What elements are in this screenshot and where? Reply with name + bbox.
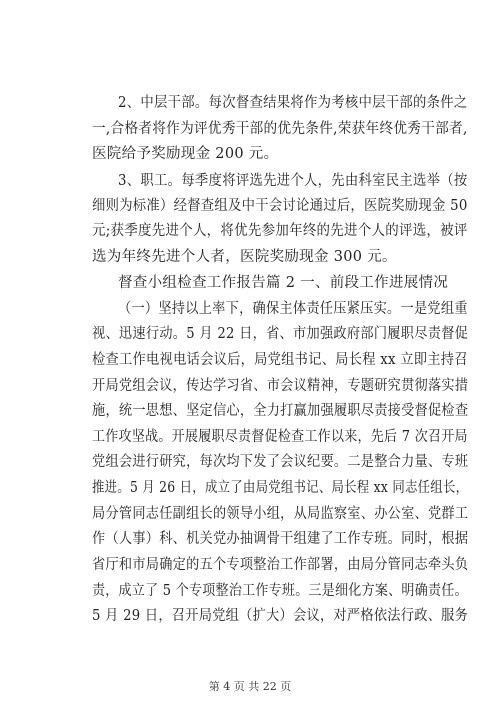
paragraph-line: 检查工作电视电话会议后，局党组书记、局长程 xx 立即主持召 [92, 352, 468, 368]
paragraph-line: 开局党组会议，传达学习省、市会议精神，专题研究贯彻落实措 [92, 378, 469, 394]
paragraph-line: 5 月 29 日，召开局党组（扩大）会议，对严格依法行政、服务 [92, 608, 469, 624]
paragraph-line: 医院给予奖励现金 200 元。 [92, 146, 279, 162]
paragraph-line: 一,合格者将作为评优秀干部的优先条件,荣获年终优秀干部者, [92, 121, 468, 137]
paragraph-line: 工作攻坚战。开展履职尽责督促检查工作以来，先后 7 次召开局 [92, 429, 468, 445]
paragraph-line: 作（人事）科、机关党办抽调骨干组建了工作专班。同时，根据 [92, 531, 469, 547]
paragraph-line: 责，成立了 5 个专项整治工作专班。三是细化方案、明确责任。 [92, 583, 468, 599]
section-heading: 督查小组检查工作报告篇 2 一、前段工作进展情况 [118, 275, 449, 291]
paragraph-line: 细则为标准）经督查组及中干会讨论通过后，医院奖励现金 50 [92, 198, 468, 214]
paragraph-line: 视、迅速行动。5 月 22 日，省、市加强政府部门履职尽责督促 [92, 326, 469, 342]
paragraph-line: 元;获季度先进个人，将优先参加年终的先进个人的评选，被评 [92, 223, 468, 239]
paragraph-line: （一）坚持以上率下，确保主体责任压紧压实。一是党组重 [118, 301, 468, 317]
paragraph-line: 党组会进行研究，每次均下发了会议纪要。二是整合力量、专班 [92, 454, 469, 470]
paragraph-line: 省厅和市局确定的五个专项整治工作部署，由局分管同志牵头负 [92, 557, 469, 573]
page-footer: 第 4 页 共 22 页 [208, 680, 292, 693]
paragraph-line: 局分管同志任副组长的领导小组，从局监察室、办公室、党群工 [92, 506, 469, 522]
paragraph-line: 3、职工。每季度将评选先进个人，先由科室民主选举（按 [118, 173, 468, 189]
paragraph-line: 施，统一思想、坚定信心，全力打赢加强履职尽责接受督促检查 [92, 403, 469, 419]
paragraph-line: 推进。5 月 26 日，成立了由局党组书记、局长程 xx 同志任组长， [92, 480, 469, 496]
paragraph-line: 2、中层干部。每次督查结果将作为考核中层干部的条件之 [118, 95, 468, 111]
paragraph-line: 选为年终先进个人者，医院奖励现金 300 元。 [92, 249, 397, 265]
